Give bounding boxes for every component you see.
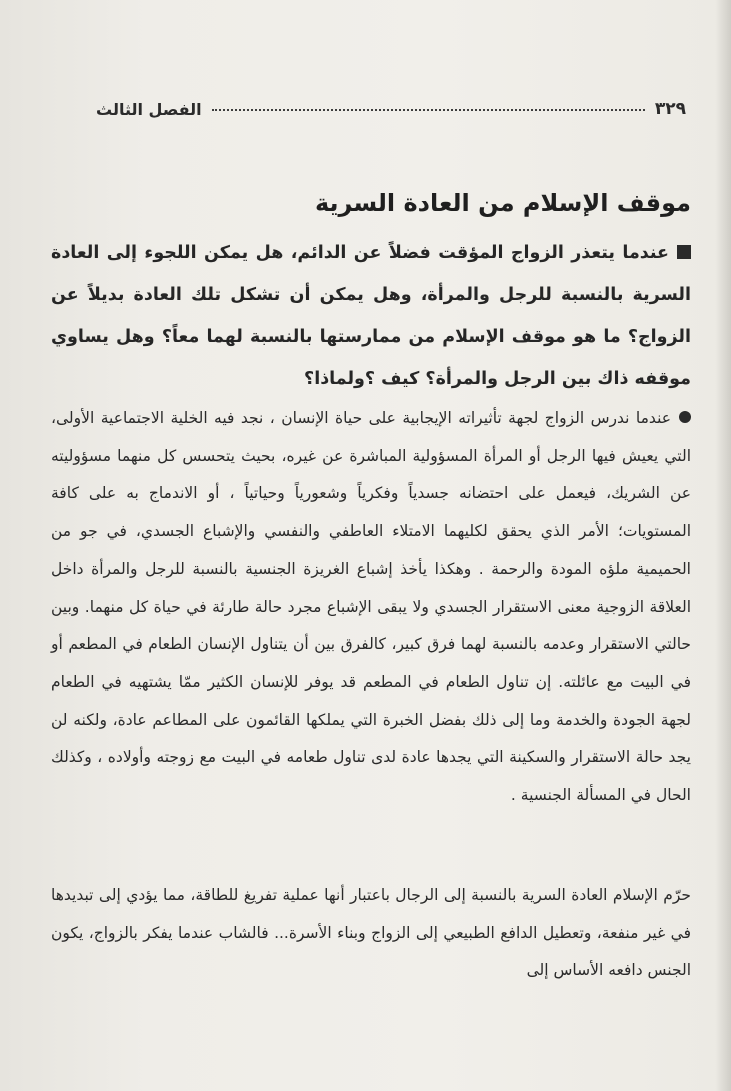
chapter-title: الفصل الثالث	[96, 100, 202, 119]
round-bullet-icon	[679, 411, 691, 423]
page-spine-shadow	[715, 0, 731, 1091]
header-dotted-leader	[212, 108, 645, 111]
answer-paragraph	[51, 400, 691, 815]
section-title: موقف الإسلام من العادة السرية	[314, 189, 691, 217]
square-bullet-icon	[677, 245, 691, 259]
page-number: ٣٢٩	[654, 99, 686, 119]
answer-paragraph-continued: حرّم الإسلام العادة السرية بالنسبة إلى الرجال باعتبار أنها عملية تفريغ للطاقة، مما يؤدي إلى تبديدها في غير منفعة، وتعطيل الدافع الطبيعي إلى الزواج وبناء الأسرة... فالشاب عندما يفكر بالزواج، يكون الجنس دافعه الأساس إلى	[51, 886, 691, 980]
answer-text: عندما ندرس الزواج لجهة تأثيراته الإيجابية على حياة الإنسان ، نجد فيه الخلية الاجتماعية الأولى، التي يعيش فيها الرجل أو المرأة المسؤولية المباشرة عن غيره، بحيث يتحسس كل منهما مسؤوليته عن الشريك، فيعمل على احتضانه جسدياً وفكرياً وشعورياً وحياتياً ، أو الاندماج به على كافة المستويات؛ الأمر الذي يحقق لكليهما الامتلاء العاطفي والنفسي والإشباع الجسدي، في جو من الحميمية ملؤه المودة والرحمة . وهكذا يأخذ إشباع الغريزة الجنسية بالنسبة للرجل والمرأة داخل العلاقة الزوجية معنى الاستقرار الجسدي ولا يبقى الإشباع مجرد حالة طارئة في حياة كل منهما. وبين حالتي الاستقرار وعدمه بالنسبة لهما فرق كبير، كالفرق بين أن يتناول الإنسان الطعام في المطعم أو في البيت مع عائلته. إن تناول الطعام في المطعم قد يوفر للإنسان الكثير ممّا يشتهيه في الطعام لجهة الجودة والخدمة وما إلى ذلك بفضل الخبرة التي يملكها القائمون على المطاعم عادة، ولكنه لن يجد حالة الاستقرار والسكينة التي يجدها عادة لدى تناول طعامه في البيت مع زوجته وأولاده ، وكذلك الحال في المسألة الجنسية .	[51, 409, 691, 805]
question-text: عندما يتعذر الزواج المؤقت فضلاً عن الدائم، هل يمكن اللجوء إلى العادة السرية بالنسبة للرجل والمرأة، وهل يمكن أن تشكل تلك العادة بديلاً عن الزواج؟ ما هو موقف الإسلام من ممارستها بالنسبة لهما معاً؟ وهل يساوي موقفه ذاك بين الرجل والمرأة؟ كيف ؟ولماذا؟	[51, 243, 691, 389]
running-header	[96, 85, 686, 119]
question-paragraph	[51, 232, 691, 400]
